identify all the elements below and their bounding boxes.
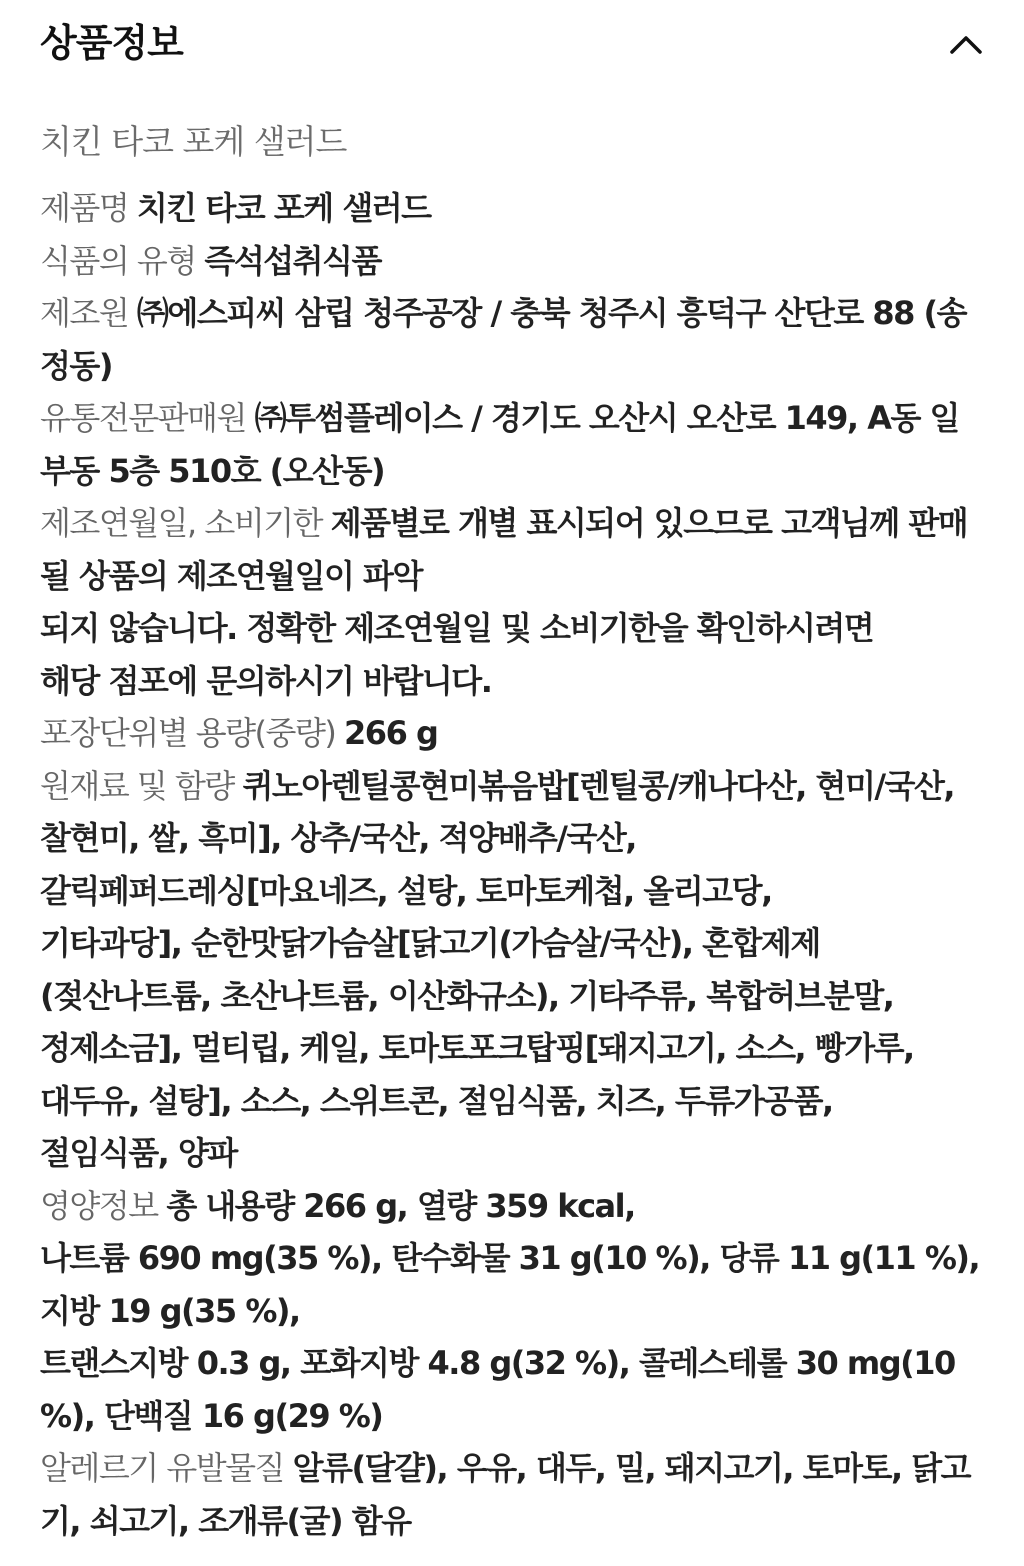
info-value: ㈜투썸플레이스 / 경기도 오산시 오산로 149, A동 일부동 5층 510호 (오산동) [40, 399, 959, 490]
info-row-weight [40, 707, 984, 760]
info-row-product-name [40, 182, 984, 235]
info-row-nutrition [40, 1180, 984, 1443]
info-label: 제조연월일, 소비기한 [40, 504, 323, 542]
info-row-manufacturer [40, 287, 984, 392]
info-value: 퀴노아렌틸콩현미볶음밥[렌틸콩/캐나다산, 현미/국산, 찰현미, 쌀, 흑미], 상추/국산, 적양배추/국산, 갈릭페퍼드레싱[마요네즈, 설탕, 토마토케첩, 올리고당, 기타과당], 순한맛닭가슴살[닭고기(가슴살/국산), 혼합제제 (젖산나트륨, 초산나트륨, 이산화규소), 기타주류, 복합허브분말, 정제소금], 멀티립, 케일, 토마토포크탑핑[돼지고기, 소스, 빵가루, 대두유, 설탕], 소스, 스위트콘, 절임식품, 치즈, 두류가공품, 절임식품, 양파 [40, 766, 955, 1172]
info-value: 즉석섭취식품 [204, 241, 381, 280]
product-info-list [0, 182, 1024, 1547]
info-row-food-type [40, 235, 984, 288]
info-label: 제품명 [40, 189, 129, 227]
info-value: 266 g [344, 714, 438, 752]
info-row-distributor [40, 392, 984, 497]
product-name-heading: 치킨 타코 포케 샐러드 [40, 122, 347, 161]
info-label: 포장단위별 용량(중량) [40, 714, 336, 752]
info-label: 원재료 및 함량 [40, 766, 234, 805]
info-label: 식품의 유형 [40, 241, 196, 280]
info-value: 치킨 타코 포케 샐러드 [136, 189, 431, 227]
info-value: 총 내용량 266 g, 열량 359 kcal, 나트륨 690 mg(35 %), 탄수화물 31 g(10 %), 당류 11 g(11 %), 지방 19 g(35 %), 트랜스지방 0.3 g, 포화지방 4.8 g(32 %), 콜레스테롤 30 mg(10 %), 단백질 16 g(29 %) [40, 1186, 980, 1435]
chevron-up-icon [949, 33, 983, 55]
product-info-header[interactable] [0, 0, 1024, 88]
info-label: 알레르기 유발물질 [40, 1449, 284, 1487]
collapse-button[interactable] [944, 22, 988, 66]
info-label: 영양정보 [40, 1186, 158, 1225]
section-title: 상품정보 [40, 21, 183, 65]
info-row-dates [40, 497, 984, 707]
info-row-ingredients [40, 760, 984, 1180]
info-label: 유통전문판매원 [40, 399, 246, 437]
info-value: ㈜에스피씨 삼립 청주공장 / 충북 청주시 흥덕구 산단로 88 (송정동) [40, 294, 967, 385]
info-label: 제조원 [40, 294, 129, 332]
info-value: 제품별로 개별 표시되어 있으므로 고객님께 판매될 상품의 제조연월일이 파악 되지 않습니다. 정확한 제조연월일 및 소비기한을 확인하시려면 해당 점포에 문의하시기 바랍니다. [40, 504, 968, 700]
info-row-allergens [40, 1442, 984, 1547]
info-value: 알류(달걀), 우유, 대두, 밀, 돼지고기, 토마토, 닭고기, 쇠고기, 조개류(굴) 함유 [40, 1449, 971, 1540]
